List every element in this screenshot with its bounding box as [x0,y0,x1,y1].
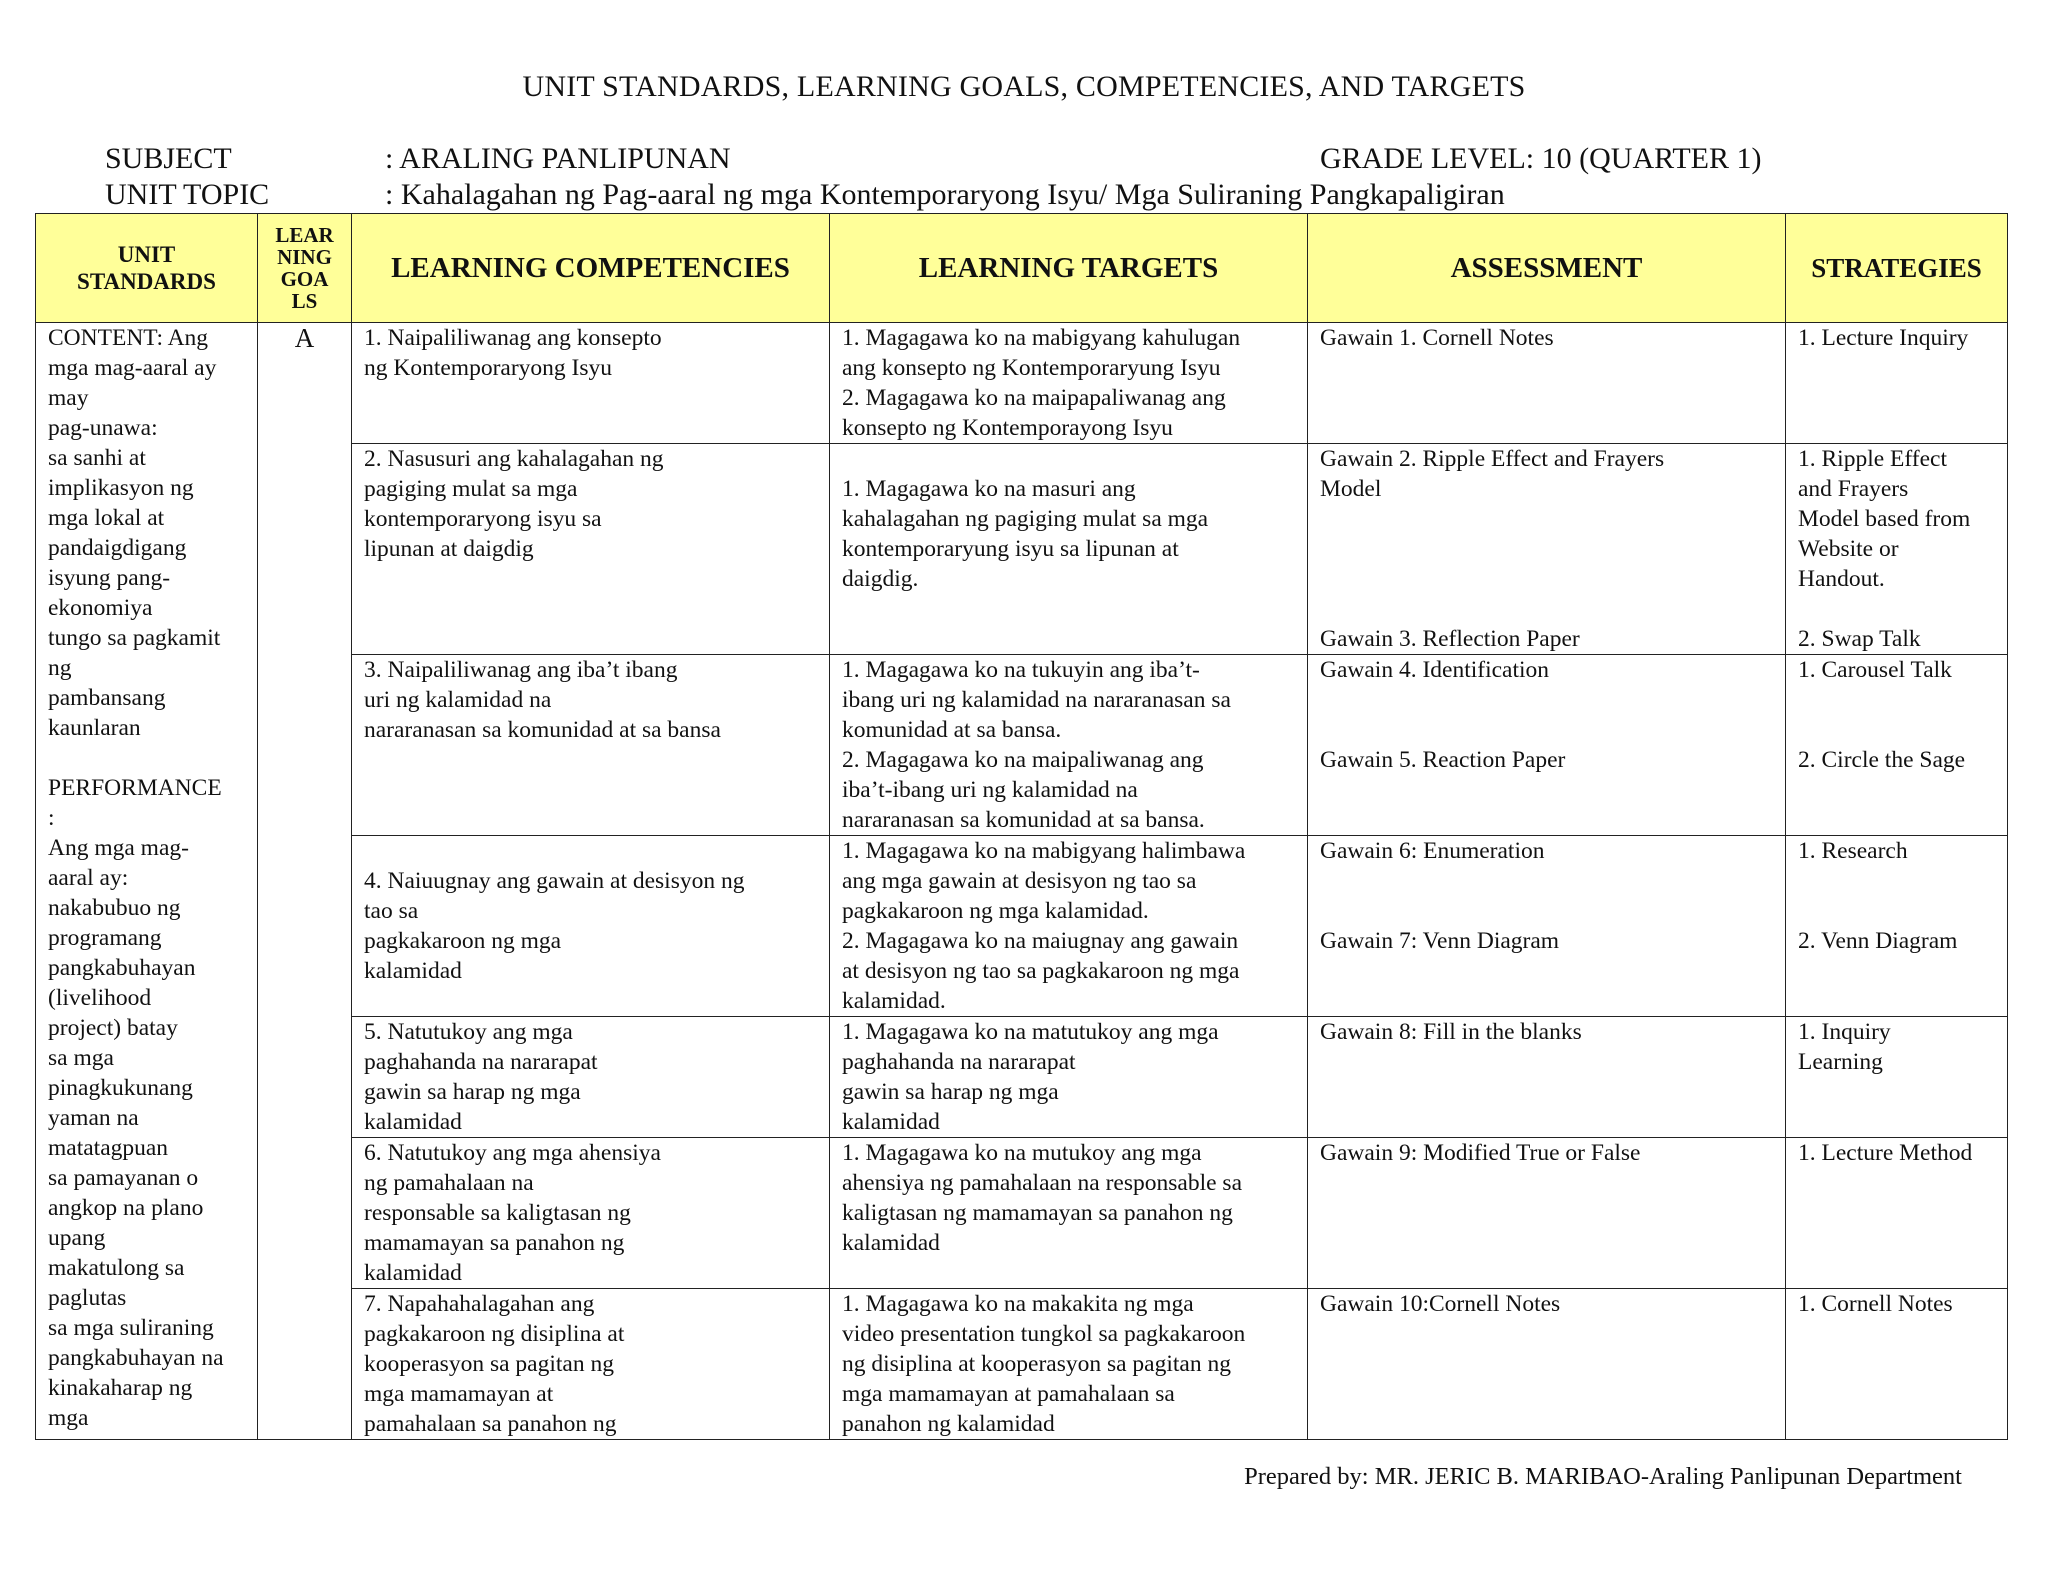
subject-value: : ARALING PANLIPUNAN [385,142,731,175]
competency-cell: 7. Napahahalagahan ang pagkakaroon ng disiplina at kooperasyon sa pagitan ng mga mamamayan at pamahalaan sa panahon ng [352,1289,830,1440]
strategy-cell: 1. Cornell Notes [1786,1289,2008,1440]
content-standard: CONTENT: Ang mga mag-aaral ay may pag-unawa: sa sanhi at implikasyon ng mga lokal at pandaigdigang isyung pang- ekonomiya tungo sa pagkamit ng pambansang kaunlaran [48,325,221,741]
assessment-cell: Gawain 6: Enumeration Gawain 7: Venn Diagram [1308,836,1786,1017]
col-header-strategies: STRATEGIES [1786,214,2008,323]
strategy-cell: 1. Ripple Effect and Frayers Model based from Website or Handout. 2. Swap Talk [1786,444,2008,655]
unit-standards-cell [36,323,258,1440]
strategy-cell: 1. Lecture Method [1786,1138,2008,1289]
strategy-cell: 1. Lecture Inquiry [1786,323,2008,444]
col-header-assessment: ASSESSMENT [1308,214,1786,323]
prepared-by-footer: Prepared by: MR. JERIC B. MARIBAO-Araling Panlipunan Department [1244,1463,1962,1490]
col-header-learning-goals: LEAR NING GOA LS [258,214,352,323]
competency-cell: 6. Natutukoy ang mga ahensiya ng pamahalaan na responsable sa kaligtasan ng mamamayan sa panahon ng kalamidad [352,1138,830,1289]
strategy-cell: 1. Carousel Talk 2. Circle the Sage [1786,655,2008,836]
target-cell: 1. Magagawa ko na tukuyin ang iba’t- ibang uri ng kalamidad na nararanasan sa komunidad at sa bansa. 2. Magagawa ko na maipaliwanag ang iba’t-ibang uri ng kalamidad na nararanasan sa komunidad at sa bansa. [830,655,1308,836]
table-row [36,323,2008,444]
assessment-cell: Gawain 1. Cornell Notes [1308,323,1786,444]
strategy-cell: 1. Research 2. Venn Diagram [1786,836,2008,1017]
target-cell: 1. Magagawa ko na mabigyang kahulugan ang konsepto ng Kontemporaryung Isyu 2. Magagawa ko na maipapaliwanag ang konsepto ng Kontemporayong Isyu [830,323,1308,444]
learning-plan-table [35,213,2008,1440]
assessment-cell: Gawain 10:Cornell Notes [1308,1289,1786,1440]
competency-cell: 2. Nasusuri ang kahalagahan ng pagiging mulat sa mga kontemporaryong isyu sa lipunan at daigdig [352,444,830,655]
target-cell: 1. Magagawa ko na matutukoy ang mga paghahanda na nararapat gawin sa harap ng mga kalamidad [830,1017,1308,1138]
target-cell: 1. Magagawa ko na masuri ang kahalagahan ng pagiging mulat sa mga kontemporaryung isyu sa lipunan at daigdig. [830,444,1308,655]
table-header-row [36,214,2008,323]
grade-level: GRADE LEVEL: 10 (QUARTER 1) [1320,142,1762,175]
assessment-cell: Gawain 9: Modified True or False [1308,1138,1786,1289]
learning-goal-cell: A [258,323,352,1440]
competency-cell: 3. Naipaliliwanag ang iba’t ibang uri ng kalamidad na nararanasan sa komunidad at sa bansa [352,655,830,836]
target-cell: 1. Magagawa ko na makakita ng mga video presentation tungkol sa pagkakaroon ng disiplina at kooperasyon sa pagitan ng mga mamamayan at pamahalaan sa panahon ng kalamidad [830,1289,1308,1440]
assessment-cell: Gawain 2. Ripple Effect and Frayers Model Gawain 3. Reflection Paper [1308,444,1786,655]
col-header-targets: LEARNING TARGETS [830,214,1308,323]
unit-topic-label: UNIT TOPIC [105,178,270,211]
target-cell: 1. Magagawa ko na mabigyang halimbawa ang mga gawain at desisyon ng tao sa pagkakaroon ng mga kalamidad. 2. Magagawa ko na maiugnay ang gawain at desisyon ng tao sa pagkakaroon ng mga kalamidad. [830,836,1308,1017]
col-header-unit-standards: UNIT STANDARDS [36,214,258,323]
subject-label: SUBJECT [105,142,232,175]
performance-standard: PERFORMANCE : Ang mga mag- aaral ay: nakabubuo ng programang pangkabuhayan (livelihood project) batay sa mga pinagkukunang yaman na matatagpuan sa pamayanan o angkop na plano upang makatulong sa paglutas sa mga suliraning pangkabuhayan na kinakaharap ng mga [48,775,224,1431]
competency-cell: 1. Naipaliliwanag ang konsepto ng Kontemporaryong Isyu [352,323,830,444]
assessment-cell: Gawain 8: Fill in the blanks [1308,1017,1786,1138]
target-cell: 1. Magagawa ko na mutukoy ang mga ahensiya ng pamahalaan na responsable sa kaligtasan ng mamamayan sa panahon ng kalamidad [830,1138,1308,1289]
col-header-competencies: LEARNING COMPETENCIES [352,214,830,323]
strategy-cell: 1. Inquiry Learning [1786,1017,2008,1138]
competency-cell: 4. Naiuugnay ang gawain at desisyon ng tao sa pagkakaroon ng mga kalamidad [352,836,830,1017]
assessment-cell: Gawain 4. Identification Gawain 5. Reaction Paper [1308,655,1786,836]
unit-topic-value: : Kahalagahan ng Pag-aaral ng mga Kontemporaryong Isyu/ Mga Suliraning Pangkapaligiran [385,178,1505,211]
document-title: UNIT STANDARDS, LEARNING GOALS, COMPETENCIES, AND TARGETS [522,70,1526,103]
competency-cell: 5. Natutukoy ang mga paghahanda na nararapat gawin sa harap ng mga kalamidad [352,1017,830,1138]
